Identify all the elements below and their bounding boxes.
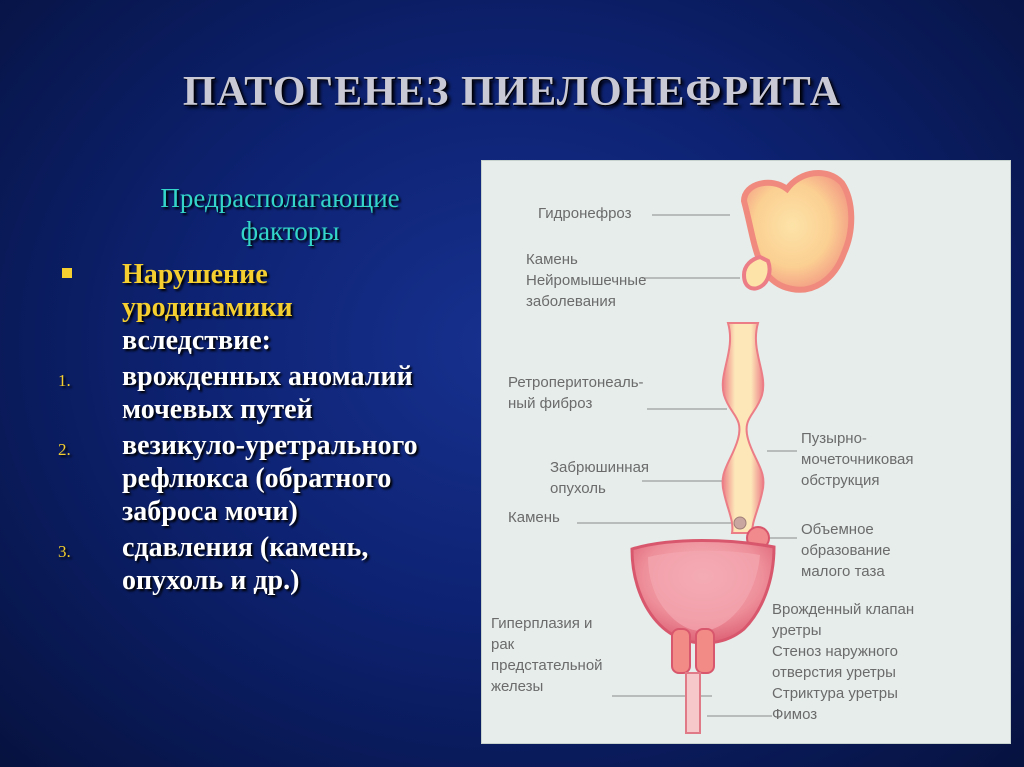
subtitle-line-2: факторы bbox=[240, 216, 340, 246]
item-number: 2. bbox=[58, 440, 71, 459]
label-line: заболевания bbox=[526, 293, 616, 310]
label-stone-neuromuscular bbox=[526, 249, 646, 312]
label-line: предстательной bbox=[491, 657, 603, 674]
label-line: Нейромышечные bbox=[526, 272, 647, 289]
label-line: Фимоз bbox=[772, 706, 818, 723]
label-line: Стеноз наружного bbox=[772, 643, 898, 660]
item-line: заброса мочи) bbox=[122, 496, 298, 527]
label-line: уретры bbox=[772, 622, 822, 639]
label-line: Ретроперитонеаль- bbox=[508, 374, 644, 391]
prostate bbox=[672, 629, 690, 673]
list-item bbox=[58, 360, 478, 426]
label-line: Камень bbox=[526, 251, 578, 268]
lead-item bbox=[58, 258, 478, 357]
lead-line-3: вследствие: bbox=[122, 325, 272, 356]
subtitle bbox=[100, 182, 460, 248]
label-hydronephrosis: Гидронефроз bbox=[538, 205, 632, 222]
ureter bbox=[723, 323, 764, 533]
item-number: 3. bbox=[58, 542, 71, 561]
ureter-stone bbox=[734, 517, 746, 529]
item-line: опухоль и др.) bbox=[122, 565, 300, 596]
label-line: Забрюшинная bbox=[550, 459, 650, 476]
label-line: Врожденный клапан bbox=[772, 601, 915, 618]
renal-pelvis bbox=[744, 257, 770, 289]
square-bullet-icon bbox=[62, 268, 72, 278]
factor-list bbox=[58, 258, 478, 597]
label-stone: Камень bbox=[508, 509, 560, 526]
label-line: отверстия уретры bbox=[772, 664, 896, 681]
subtitle-line-1: Предрасполагающие bbox=[160, 183, 400, 213]
label-line: образование bbox=[801, 542, 891, 559]
urethra bbox=[686, 673, 700, 733]
item-number: 1. bbox=[58, 371, 71, 390]
item-line: рефлюкса (обратного bbox=[122, 463, 392, 494]
label-line: рак bbox=[491, 636, 515, 653]
label-line: мочеточниковая bbox=[801, 451, 914, 468]
urinary-tract-figure bbox=[481, 160, 1011, 744]
list-item bbox=[58, 429, 478, 528]
page-title: ПАТОГЕНЕЗ ПИЕЛОНЕФРИТА bbox=[182, 69, 842, 115]
item-line: сдавления (камень, bbox=[122, 532, 369, 563]
lead-line-2: уродинамики bbox=[122, 292, 293, 323]
list-item bbox=[58, 531, 478, 597]
label-line: ный фиброз bbox=[508, 395, 593, 412]
lead-line-1: Нарушение bbox=[122, 259, 268, 290]
label-line: Пузырно- bbox=[801, 430, 867, 447]
label-retroperitoneal-tumor bbox=[550, 457, 649, 499]
label-line: Объемное bbox=[801, 521, 874, 538]
label-retroperitoneal-fibrosis bbox=[508, 372, 644, 414]
label-line: опухоль bbox=[550, 480, 606, 497]
label-line: железы bbox=[491, 678, 544, 695]
label-line: Гиперплазия и bbox=[491, 615, 593, 632]
label-line: обструкция bbox=[801, 472, 880, 489]
label-line: Стриктура уретры bbox=[772, 685, 898, 702]
label-vesicoureteral-obstruction bbox=[801, 428, 914, 491]
label-prostate-hyperplasia bbox=[491, 613, 603, 697]
label-urethral-conditions bbox=[772, 599, 914, 725]
item-line: врожденных аномалий bbox=[122, 361, 413, 392]
label-pelvic-mass bbox=[801, 519, 891, 582]
item-line: везикуло-уретрального bbox=[122, 430, 418, 461]
label-line: малого таза bbox=[801, 563, 885, 580]
item-line: мочевых путей bbox=[122, 394, 313, 425]
